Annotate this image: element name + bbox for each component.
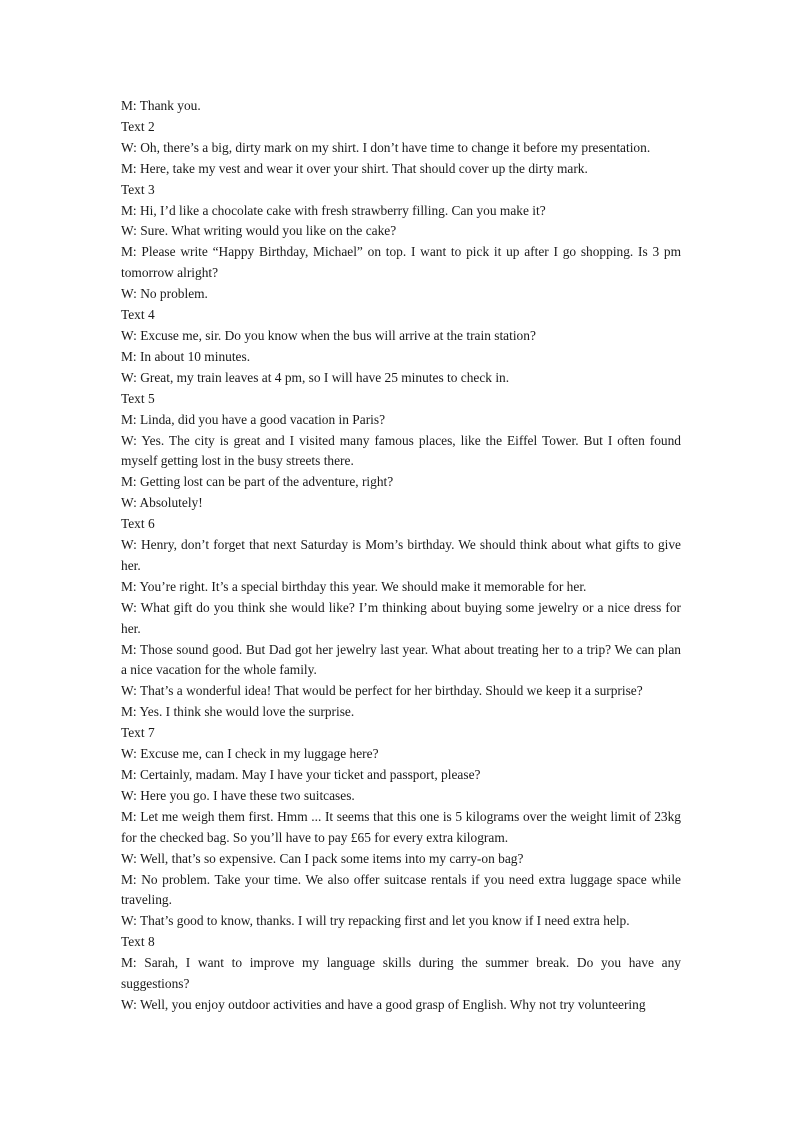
section-heading: Text 3: [121, 181, 155, 197]
transcript-line: M: Linda, did you have a good vacation in Paris?: [121, 411, 386, 427]
transcript-line: M: Thank you.: [121, 98, 201, 113]
transcript-line: W: Excuse me, sir. Do you know when the bus will arrive at the train station?: [121, 327, 536, 343]
transcript-line: W: Oh, there’s a big, dirty mark on my shirt. I don’t have time to change it before my presentation.: [121, 139, 651, 155]
transcript-line: M: In about 10 minutes.: [121, 348, 251, 364]
section-heading: Text 5: [121, 390, 155, 406]
transcript-line: W: Well, you enjoy outdoor activities and have a good grasp of English. Why not try volunteering: [121, 996, 646, 1012]
transcript-line: W: Absolutely!: [121, 495, 203, 511]
transcript-line: M: You’re right. It’s a special birthday this year. We should make it memorable for her.: [121, 578, 587, 594]
transcript-line: W: Here you go. I have these two suitcases.: [121, 787, 355, 803]
transcript-line: W: Yes. The city is great and I visited many famous places, like the Eiffel Tower. But I often found myself getting lost in the busy streets there.: [121, 432, 681, 469]
transcript-line: M: Sarah, I want to improve my language skills during the summer break. Do you have any suggestions?: [121, 955, 681, 992]
transcript-line: M: Certainly, madam. May I have your ticket and passport, please?: [121, 767, 481, 782]
transcript-line: W: Excuse me, can I check in my luggage here?: [121, 746, 379, 762]
transcript-line: M: Getting lost can be part of the adventure, right?: [121, 474, 394, 490]
transcript-line: M: No problem. Take your time. We also offer suitcase rentals if you need extra luggage space while traveling.: [121, 871, 681, 908]
transcript-line: W: That’s a wonderful idea! That would be perfect for her birthday. Should we keep it a surprise?: [121, 683, 643, 699]
section-heading: Text 8: [121, 934, 155, 950]
transcript-line: W: Great, my train leaves at 4 pm, so I will have 25 minutes to check in.: [121, 369, 510, 385]
section-heading: Text 7: [121, 725, 155, 741]
transcript-line: W: That’s good to know, thanks. I will try repacking first and let you know if I need extra help.: [121, 913, 630, 929]
section-heading: Text 6: [121, 516, 155, 532]
transcript-line: M: Hi, I’d like a chocolate cake with fresh strawberry filling. Can you make it?: [121, 202, 546, 218]
transcript-line: W: What gift do you think she would like? I’m thinking about buying some jewelry or a nice dress for her.: [121, 599, 681, 636]
transcript-line: M: Here, take my vest and wear it over your shirt. That should cover up the dirty mark.: [121, 160, 588, 176]
transcript-line: W: Henry, don’t forget that next Saturday is Mom’s birthday. We should think about what gifts to give her.: [121, 537, 681, 573]
section-heading: Text 2: [121, 118, 155, 134]
section-heading: Text 4: [121, 307, 155, 323]
transcript-line: M: Please write “Happy Birthday, Michael” on top. I want to pick it up after I go shopping. Is 3 pm tomorrow alright?: [121, 244, 681, 281]
transcript-line: M: Those sound good. But Dad got her jewelry last year. What about treating her to a trip? We can plan a nice vacation for the whole family.: [121, 641, 681, 678]
transcript-line: W: Sure. What writing would you like on the cake?: [121, 223, 397, 239]
transcript-body: [121, 96, 681, 1016]
transcript-line: M: Yes. I think she would love the surprise.: [121, 704, 355, 720]
transcript-line: W: Well, that’s so expensive. Can I pack some items into my carry-on bag?: [121, 850, 524, 866]
transcript-line: W: No problem.: [121, 286, 208, 302]
transcript-line: M: Let me weigh them first. Hmm ... It seems that this one is 5 kilograms over the weight limit of 23kg for the checked bag. So you’ll have to pay £65 for every extra kilogram.: [121, 808, 681, 845]
